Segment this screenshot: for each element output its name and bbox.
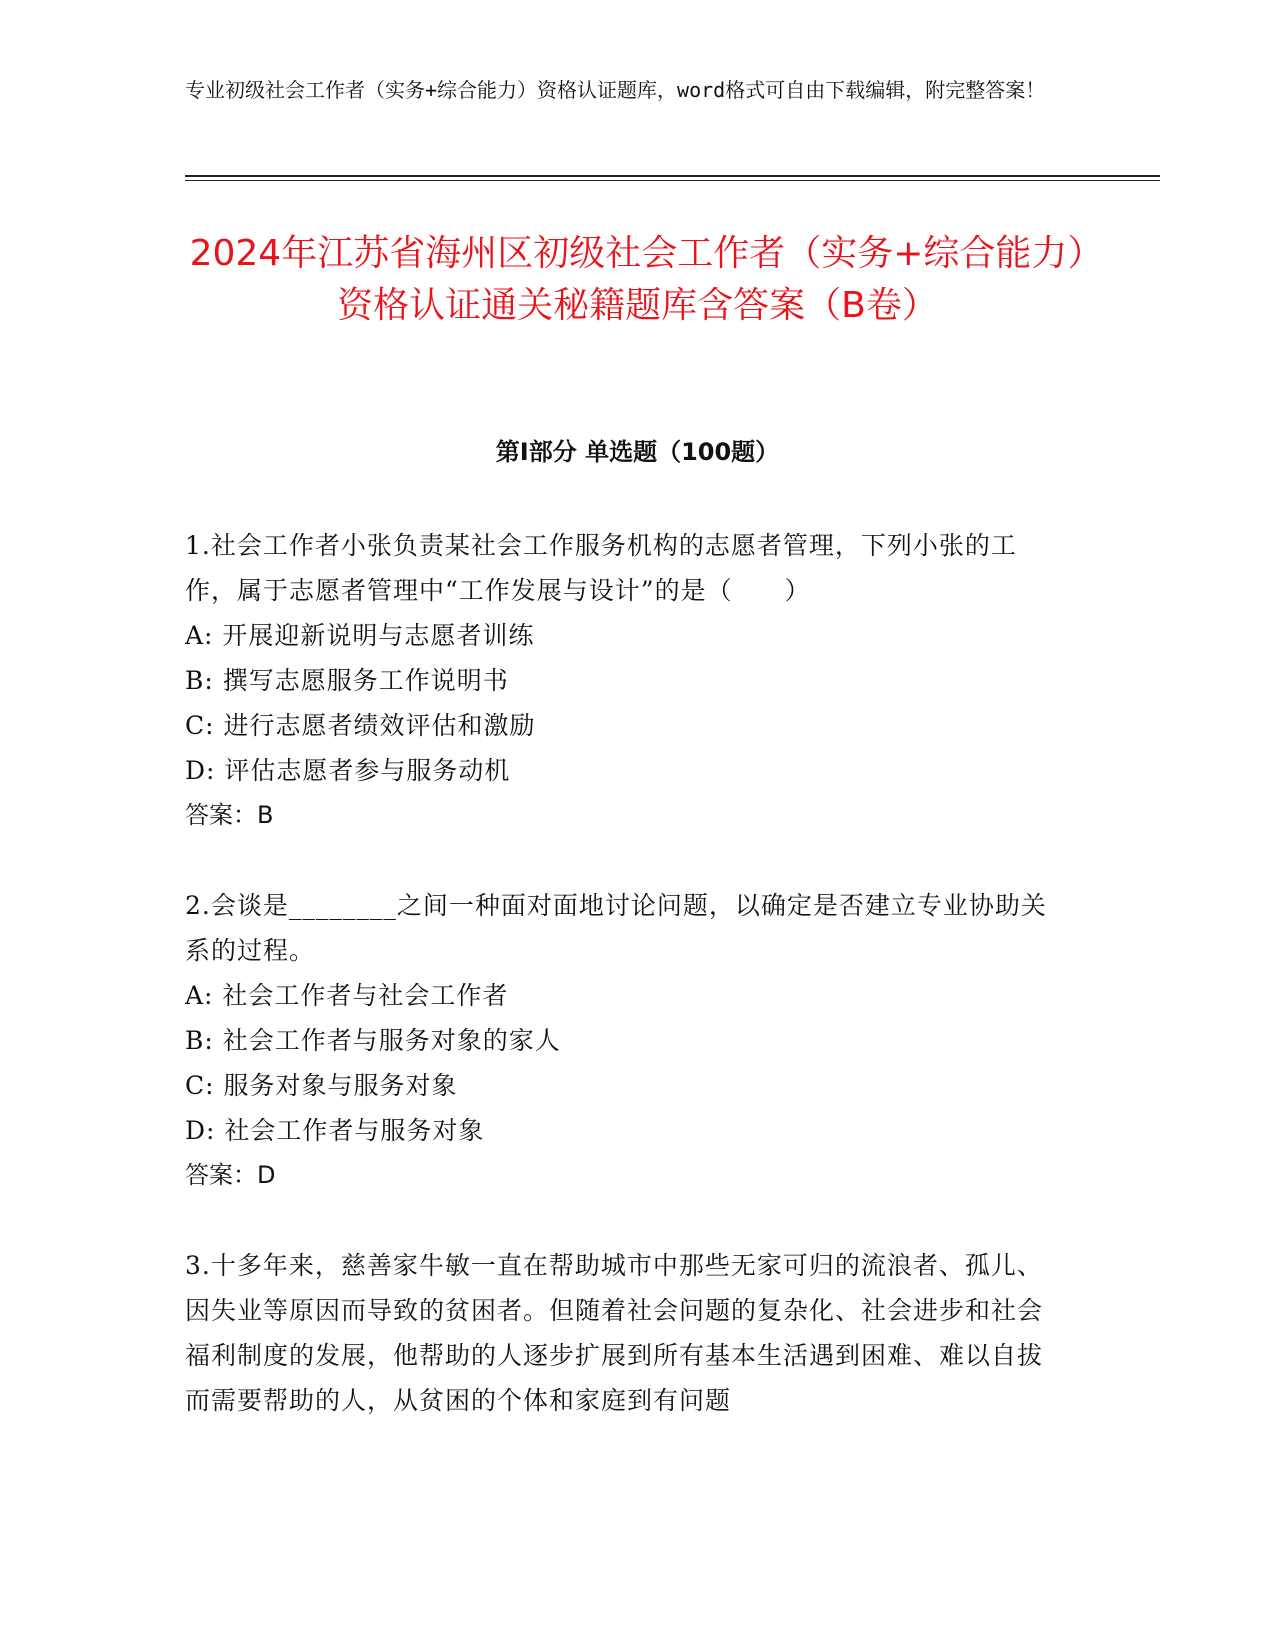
header-divider xyxy=(185,175,1160,177)
question-1 xyxy=(185,523,1065,838)
section-heading: 第I部分 单选题（100题） xyxy=(495,438,780,466)
option-b: B: 撰写志愿服务工作说明书 xyxy=(185,666,509,695)
option-d: D: 社会工作者与服务对象 xyxy=(185,1116,485,1145)
header-note: 专业初级社会工作者（实务+综合能力）资格认证题库，word格式可自由下载编辑，附完整答案！ xyxy=(185,78,1046,102)
question-stem: 3.十多年来，慈善家牛敏一直在帮助城市中那些无家可归的流浪者、孤儿、因失业等原因而导致的贫困者。但随着社会问题的复杂化、社会进步和社会福利制度的发展，他帮助的人逐步扩展到所有基本生活遇到困难、难以自拔而需要帮助的人，从贫困的个体和家庭到有问题 xyxy=(185,1251,1044,1415)
question-2 xyxy=(185,883,1065,1198)
header-divider-thin xyxy=(185,180,1160,181)
option-a: A: 开展迎新说明与志愿者训练 xyxy=(185,621,535,650)
answer-line: 答案：D xyxy=(185,1161,276,1189)
option-b: B: 社会工作者与服务对象的家人 xyxy=(185,1026,561,1055)
question-stem: 1.社会工作者小张负责某社会工作服务机构的志愿者管理，下列小张的工作，属于志愿者管理中“工作发展与设计”的是（ ） xyxy=(185,531,1017,605)
option-c: C: 服务对象与服务对象 xyxy=(185,1071,458,1100)
option-c: C: 进行志愿者绩效评估和激励 xyxy=(185,711,536,740)
answer-line: 答案：B xyxy=(185,801,274,829)
question-stem: 2.会谈是________之间一种面对面地讨论问题，以确定是否建立专业协助关系的过程。 xyxy=(185,891,1047,965)
option-a: A: 社会工作者与社会工作者 xyxy=(185,981,509,1010)
option-d: D: 评估志愿者参与服务动机 xyxy=(185,756,511,785)
question-3 xyxy=(185,1243,1065,1423)
document-title: 2024年江苏省海州区初级社会工作者（实务+综合能力）资格认证通关秘籍题库含答案（B卷） xyxy=(189,233,1086,326)
